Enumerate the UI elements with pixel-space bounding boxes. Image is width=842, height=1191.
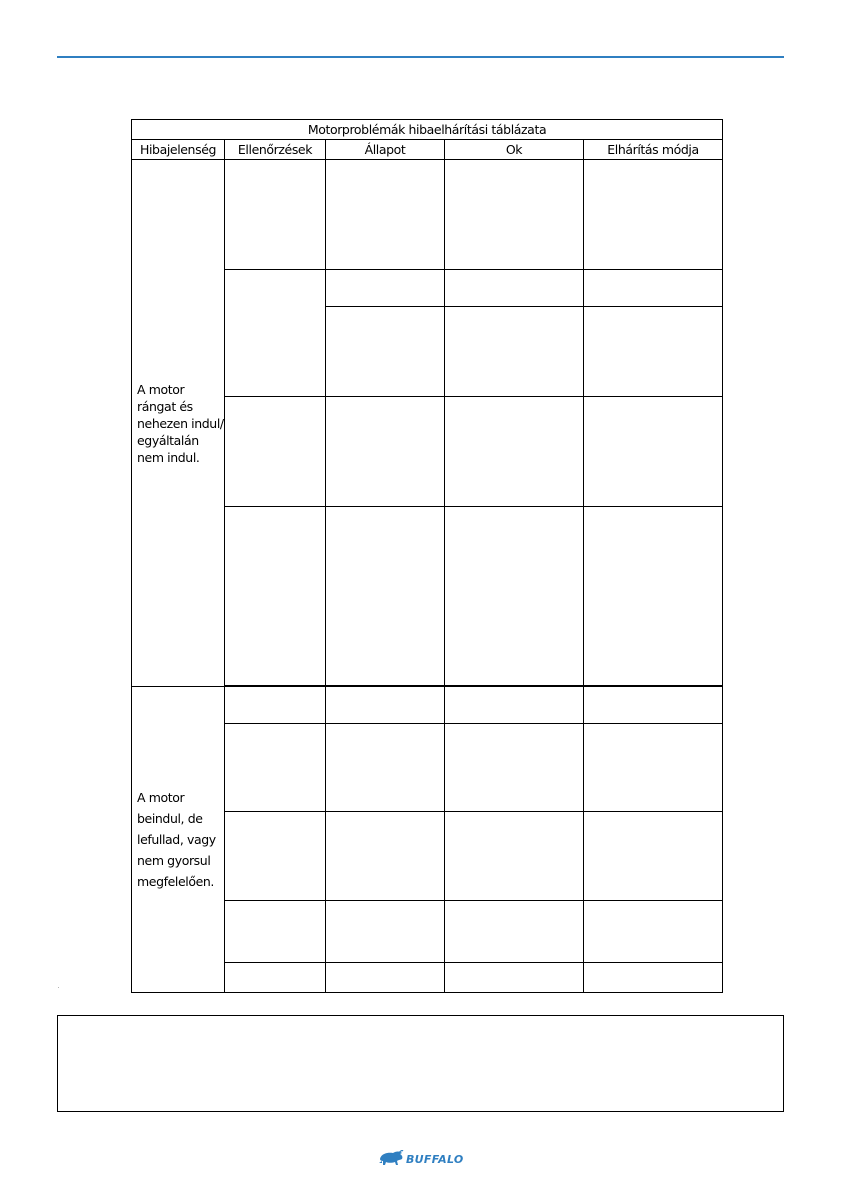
header-elharitas-modja: Elhárítás módja bbox=[584, 140, 723, 160]
header-allapot: Állapot bbox=[326, 140, 445, 160]
table-cell bbox=[326, 397, 445, 507]
table-header-row bbox=[132, 140, 723, 160]
table-cell bbox=[445, 963, 584, 993]
buffalo-icon bbox=[378, 1150, 404, 1168]
symptom-text: A motor beindul, de lefullad, vagy nem gyorsul megfelelően. bbox=[137, 790, 216, 889]
table-cell bbox=[225, 901, 326, 963]
table-cell bbox=[584, 687, 723, 724]
brand-logo bbox=[378, 1150, 464, 1168]
table-cell bbox=[326, 160, 445, 270]
table-row bbox=[132, 160, 723, 270]
table-cell bbox=[326, 963, 445, 993]
footnote-mark: . bbox=[58, 984, 60, 990]
table-cell bbox=[225, 507, 326, 686]
table-cell bbox=[584, 307, 723, 397]
table-cell bbox=[584, 812, 723, 901]
table-cell bbox=[225, 687, 326, 724]
table-cell bbox=[584, 724, 723, 812]
header-ok: Ok bbox=[445, 140, 584, 160]
table-cell bbox=[584, 397, 723, 507]
table-cell bbox=[326, 812, 445, 901]
table-cell bbox=[225, 160, 326, 270]
table-cell bbox=[326, 270, 445, 307]
table-cell bbox=[326, 307, 445, 397]
table-cell bbox=[445, 724, 584, 812]
table-cell bbox=[225, 963, 326, 993]
table-cell bbox=[445, 160, 584, 270]
table-cell bbox=[225, 397, 326, 507]
note-box bbox=[57, 1015, 784, 1112]
table-cell bbox=[326, 724, 445, 812]
table-cell bbox=[225, 812, 326, 901]
table-cell bbox=[445, 812, 584, 901]
table-cell bbox=[326, 507, 445, 686]
table-cell bbox=[326, 901, 445, 963]
table-cell bbox=[225, 270, 326, 397]
table-cell bbox=[445, 397, 584, 507]
table-cell bbox=[584, 901, 723, 963]
header-ellenorzesek: Ellenőrzések bbox=[225, 140, 326, 160]
brand-name: BUFFALO bbox=[406, 1152, 464, 1166]
table-cell bbox=[445, 307, 584, 397]
table-title: Motorproblémák hibaelhárítási táblázata bbox=[132, 120, 723, 140]
table-cell bbox=[445, 507, 584, 686]
header-rule bbox=[57, 56, 784, 58]
table-cell bbox=[584, 963, 723, 993]
table-cell bbox=[225, 724, 326, 812]
table-cell bbox=[445, 901, 584, 963]
table-row bbox=[132, 687, 723, 724]
symptom-text: A motor rángat és nehezen indul/ egyáltalán nem indul. bbox=[137, 381, 224, 465]
table-cell bbox=[584, 507, 723, 686]
table-cell bbox=[445, 270, 584, 307]
table-cell bbox=[445, 687, 584, 724]
symptom-cell bbox=[132, 687, 225, 993]
table-cell bbox=[584, 160, 723, 270]
header-hibajelenseg: Hibajelenség bbox=[132, 140, 225, 160]
table-cell bbox=[326, 687, 445, 724]
symptom-cell bbox=[132, 160, 225, 687]
table-cell bbox=[584, 270, 723, 307]
troubleshooting-table bbox=[131, 119, 723, 993]
